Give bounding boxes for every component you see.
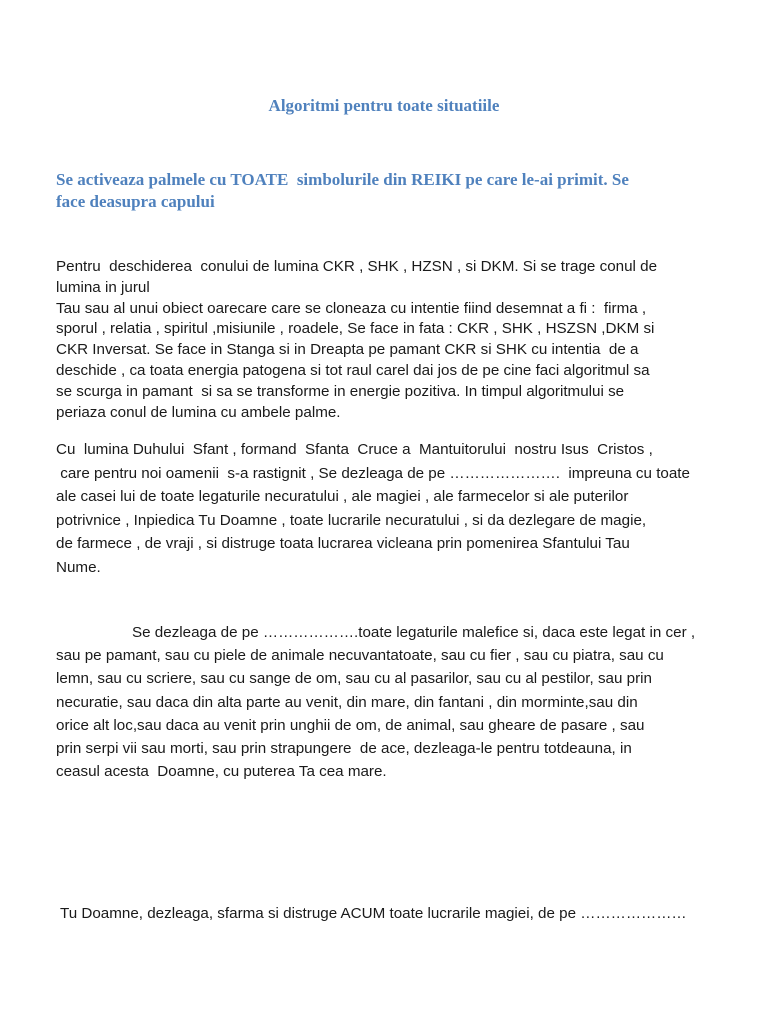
paragraph-line: ceasul acesta Doamne, cu puterea Ta cea mare. <box>56 763 387 781</box>
paragraph-line: potrivnice , Inpiedica Tu Doamne , toate lucrarile necuratului , si da dezlegare de magie, <box>56 511 647 529</box>
paragraph-line: periaza conul de lumina cu ambele palme. <box>56 403 341 421</box>
paragraph-line: necuratie, sau daca din alta parte au venit, din mare, din fantani , din morminte,sau din <box>56 693 638 711</box>
paragraph-line: prin serpi vii sau morti, sau prin strapungere de ace, dezleaga-le pentru totdeauna, in <box>56 740 632 758</box>
paragraph-line: orice alt loc,sau daca au venit prin unghii de om, de animal, sau gheare de pasare , sau <box>56 716 645 734</box>
paragraph-line: CKR Inversat. Se face in Stanga si in Dreapta pe pamant CKR si SHK cu intentia de a <box>56 341 639 359</box>
paragraph-line: Tau sau al unui obiect oarecare care se cloneaza cu intentie fiind desemnat a fi : firma , <box>56 299 647 317</box>
paragraph-line: ale casei lui de toate legaturile necuratului , ale magiei , ale farmecelor si ale puterilor <box>56 488 629 505</box>
paragraph-line: se scurga in pamant si sa se transforme in energie pozitiva. In timpul algoritmului se <box>56 382 625 400</box>
paragraph-line: de farmece , de vraji , si distruge toata lucrarea vicleana prin pomenirea Sfantului Tau <box>56 535 630 552</box>
paragraph-line: sau pe pamant, sau cu piele de animale necuvantatoate, sau cu fier , sau cu piatra, sau cu <box>56 647 664 665</box>
paragraph-line: Se dezleaga de pe ……………….toate legaturile malefice si, daca este legat in cer , <box>132 624 696 641</box>
paragraph-line: lumina in jurul <box>56 278 150 296</box>
paragraph-prayer <box>56 438 720 579</box>
paragraph-line-indented <box>56 621 720 644</box>
subtitle-line: face deasupra capului <box>56 192 215 211</box>
paragraph-line: sporul , relatia , spiritul ,misiunile , roadele, Se face in fata : CKR , SHK , HSZSN ,DKM si <box>56 320 655 338</box>
paragraph-line: Nume. <box>56 558 101 576</box>
paragraph-cone-of-light <box>56 257 720 423</box>
document-title: Algoritmi pentru toate situatiile <box>268 96 500 115</box>
closing-paragraph <box>60 904 740 925</box>
paragraph-line: Pentru deschiderea conului de lumina CKR , SHK , HZSN , si DKM. Si se trage conul de <box>56 258 658 275</box>
paragraph-line: care pentru noi oamenii s-a rastignit , Se dezleaga de pe …………………. impreuna cu toate <box>56 464 690 482</box>
closing-line: Tu Doamne, dezleaga, sfarma si distruge ACUM toate lucrarile magiei, de pe ………………… <box>60 905 687 922</box>
document-subtitle <box>56 169 716 213</box>
paragraph-unbinding <box>56 621 720 783</box>
subtitle-line: Se activeaza palmele cu TOATE simbolurile din REIKI pe care le-ai primit. Se <box>56 170 629 189</box>
paragraph-line: Cu lumina Duhului Sfant , formand Sfanta Cruce a Mantuitorului nostru Isus Cristos , <box>56 441 653 458</box>
paragraph-line: lemn, sau cu scriere, sau cu sange de om, sau cu al pasarilor, sau cu al pestilor, sau prin <box>56 670 652 688</box>
paragraph-line: deschide , ca toata energia patogena si tot raul carel dai jos de pe cine faci algoritmul sa <box>56 361 650 379</box>
